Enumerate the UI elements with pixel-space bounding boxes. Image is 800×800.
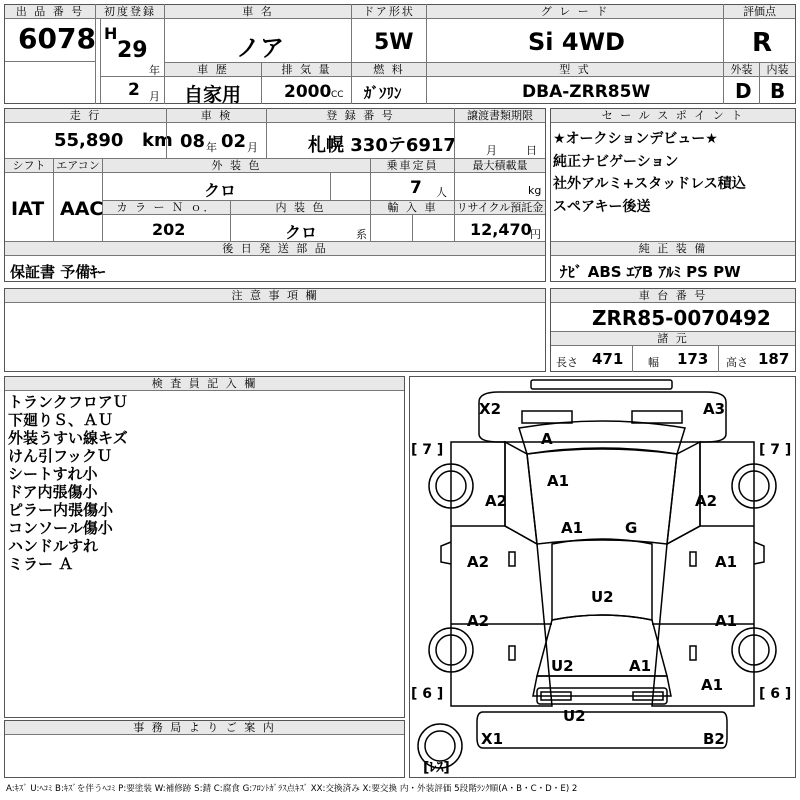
car-body-diagram <box>409 376 796 778</box>
fuel-header: 燃 料 <box>352 63 426 77</box>
score: R <box>752 28 773 58</box>
damage-legend: A:ｷｽﾞ U:ﾍｺﾐ B:ｷｽﾞを伴うﾍｺﾐ P:要塗装 W:補修跡 S:錆 C:腐食 G:ﾌﾛﾝﾄｶﾞﾗｽ点ｷｽﾞ XX:交換済み X:要交換 内・外装評価 5段階ﾗﾝｸ順(A・B・C・D・E) 2 <box>6 784 578 794</box>
history: 自家用 <box>184 84 242 106</box>
inspector-note: ピラー内張傷小 <box>8 501 114 519</box>
km-unit: km <box>142 130 173 151</box>
import-header: 輸 入 車 <box>371 201 454 215</box>
grade-header: グ レ ー ド <box>427 5 723 19</box>
later-parts: 保証書 予備ｷｰ <box>10 263 106 281</box>
damage-label-a3: A3 <box>703 400 726 418</box>
color-number: 202 <box>152 220 186 239</box>
model-header: 型 式 <box>427 63 723 77</box>
damage-label-a1-hood: A1 <box>547 472 570 490</box>
deadline-day-unit: 日 <box>526 144 537 157</box>
mileage-header: 走 行 <box>5 109 166 123</box>
door-type: 5W <box>374 30 414 55</box>
inspector-note: ハンドルすれ <box>8 537 99 555</box>
interior-header: 内装 <box>760 63 795 77</box>
specs-header: 諸 元 <box>551 332 795 346</box>
length-value: 471 <box>592 350 624 368</box>
era: H <box>104 24 118 43</box>
registration-number-header: 登 録 番 号 <box>267 109 454 123</box>
damage-label-a1-center: A1 <box>561 519 584 537</box>
caution-header: 注 意 事 項 欄 <box>5 289 545 303</box>
car-name: ノア <box>236 34 284 62</box>
height-label: 高さ <box>726 356 748 369</box>
damage-label-a1-right-door1: A1 <box>715 553 738 571</box>
inspection-year-unit: 年 <box>206 141 217 154</box>
width-value: 173 <box>677 350 709 368</box>
damage-label-a1-rear: A1 <box>629 657 652 675</box>
recycle-header: リサイクル預託金 <box>456 201 544 214</box>
exterior-color: クロ <box>204 181 237 200</box>
exterior-color-header: 外 装 色 <box>103 159 370 173</box>
month-unit: 月 <box>149 90 160 103</box>
width-label: 幅 <box>648 356 659 369</box>
damage-label-a2-left-door1: A2 <box>467 553 490 571</box>
aircon-header: エアコン <box>54 159 102 173</box>
displacement-header: 排 気 量 <box>262 63 351 77</box>
inspector-note: コンソール傷小 <box>8 519 113 537</box>
damage-label-b2: B2 <box>703 730 725 748</box>
inspection-month-unit: 月 <box>247 141 258 154</box>
capacity: 7 <box>410 178 422 198</box>
damage-label-a1-right-rear: A1 <box>701 676 724 694</box>
spare-tire-label: [ﾚｽ] <box>423 760 450 776</box>
damage-label-u2-floor: U2 <box>591 588 614 606</box>
inspection-header: 車 検 <box>167 109 266 123</box>
transfer-deadline-header: 譲渡書類期限 <box>455 109 545 123</box>
sales-point-item: 社外アルミ+スタッドレス積込 <box>553 176 746 192</box>
damage-label-g: G <box>625 519 638 537</box>
inspector-note: シートすれ小 <box>8 465 98 483</box>
sales-point-item: スペアキー後送 <box>553 198 651 215</box>
tire-depth-rear-right: [ 6 ] <box>759 686 792 702</box>
inspection-month: 02 <box>221 131 247 152</box>
year-unit: 年 <box>149 64 160 77</box>
height-value: 187 <box>758 350 790 368</box>
displacement: 2000 <box>284 82 332 102</box>
tire-depth-front-left: [ 7 ] <box>411 442 444 458</box>
inspector-notes <box>8 393 128 573</box>
registration-number: 札幌 330テ6917 <box>308 135 456 156</box>
length-label: 長さ <box>556 356 578 369</box>
color-number-header: カ ラ ー Ｎ ｏ． <box>103 201 230 215</box>
aircon: AAC <box>60 198 104 220</box>
interior-grade: B <box>770 79 786 103</box>
inspector-note: けん引フックＵ <box>8 447 112 465</box>
score-header: 評価点 <box>724 5 795 19</box>
inspector-header: 検 査 員 記 入 欄 <box>5 377 404 391</box>
grade: Si 4WD <box>528 28 625 56</box>
interior-color-unit: 系 <box>356 228 367 241</box>
sales-point-item: ★オークションデビュー★ <box>553 131 718 147</box>
inspector-note: ドア内張傷小 <box>8 483 98 501</box>
damage-label-x2: X2 <box>479 400 502 418</box>
capacity-unit: 人 <box>436 186 447 199</box>
damage-label-u2-rear: U2 <box>551 657 574 675</box>
cc-unit: CC <box>331 90 344 100</box>
genuine-equipment: ﾅﾋﾞ ABS ｴｱB ｱﾙﾐ PS PW <box>560 263 741 281</box>
door-header: ドア形状 <box>352 5 426 19</box>
inspector-note: ミラー Ａ <box>8 555 74 573</box>
model-code: DBA-ZRR85W <box>522 82 651 102</box>
lot-number: 6078 <box>18 22 96 55</box>
inspection-year: 08 <box>180 131 206 152</box>
exterior-header: 外装 <box>724 63 759 77</box>
first-registration-year: 29 <box>117 38 148 63</box>
damage-label-a2-right-front: A2 <box>695 492 718 510</box>
inspector-note: 外装うすい線キズ <box>8 429 128 447</box>
sales-point-item: 純正ナビゲーション <box>553 153 679 170</box>
interior-color: クロ <box>285 223 318 242</box>
history-header: 車 歴 <box>165 63 261 77</box>
max-load-unit: kg <box>528 184 542 197</box>
max-load-header: 最大積載量 <box>455 159 545 173</box>
genuine-equipment-header: 純 正 装 備 <box>551 242 795 256</box>
car-name-header: 車 名 <box>165 5 351 19</box>
tire-depth-rear-left: [ 6 ] <box>411 686 444 702</box>
chassis-number: ZRR85-0070492 <box>592 306 771 330</box>
deadline-month-unit: 月 <box>486 144 497 157</box>
tire-depth-front-right: [ 7 ] <box>759 442 792 458</box>
sales-points-list <box>553 128 746 218</box>
capacity-header: 乗車定員 <box>371 159 454 173</box>
fuel: ｶﾞｿﾘﾝ <box>364 84 402 102</box>
shift: IAT <box>11 198 45 220</box>
sales-point-header: セ ー ル ス ポ イ ン ト <box>551 109 795 123</box>
first-registration-header: 初度登録 <box>96 5 164 19</box>
first-registration-month: 2 <box>128 80 140 100</box>
lot-number-header: 出 品 番 号 <box>5 5 95 19</box>
damage-label-a2-left-door2: A2 <box>467 612 490 630</box>
damage-label-a-windshield: A <box>541 430 553 448</box>
interior-color-header: 内 装 色 <box>231 201 370 215</box>
inspector-note: トランクフロアＵ <box>8 393 128 411</box>
office-header: 事 務 局 よ り ご 案 内 <box>5 721 404 735</box>
exterior-grade: D <box>735 79 752 103</box>
damage-label-x1: X1 <box>481 730 504 748</box>
inspector-note: 下廻りＳ、ＡＵ <box>8 411 114 429</box>
later-parts-header: 後 日 発 送 部 品 <box>5 242 545 256</box>
damage-label-a1-right-door2: A1 <box>715 612 738 630</box>
recycle-unit: 円 <box>530 228 541 241</box>
damage-label-u2-bumper: U2 <box>563 707 586 725</box>
recycle-deposit: 12,470 <box>470 220 532 239</box>
chassis-header: 車 台 番 号 <box>551 289 795 303</box>
damage-label-a2-left-front: A2 <box>485 492 508 510</box>
mileage: 55,890 <box>54 130 124 151</box>
shift-header: シフト <box>5 159 53 173</box>
